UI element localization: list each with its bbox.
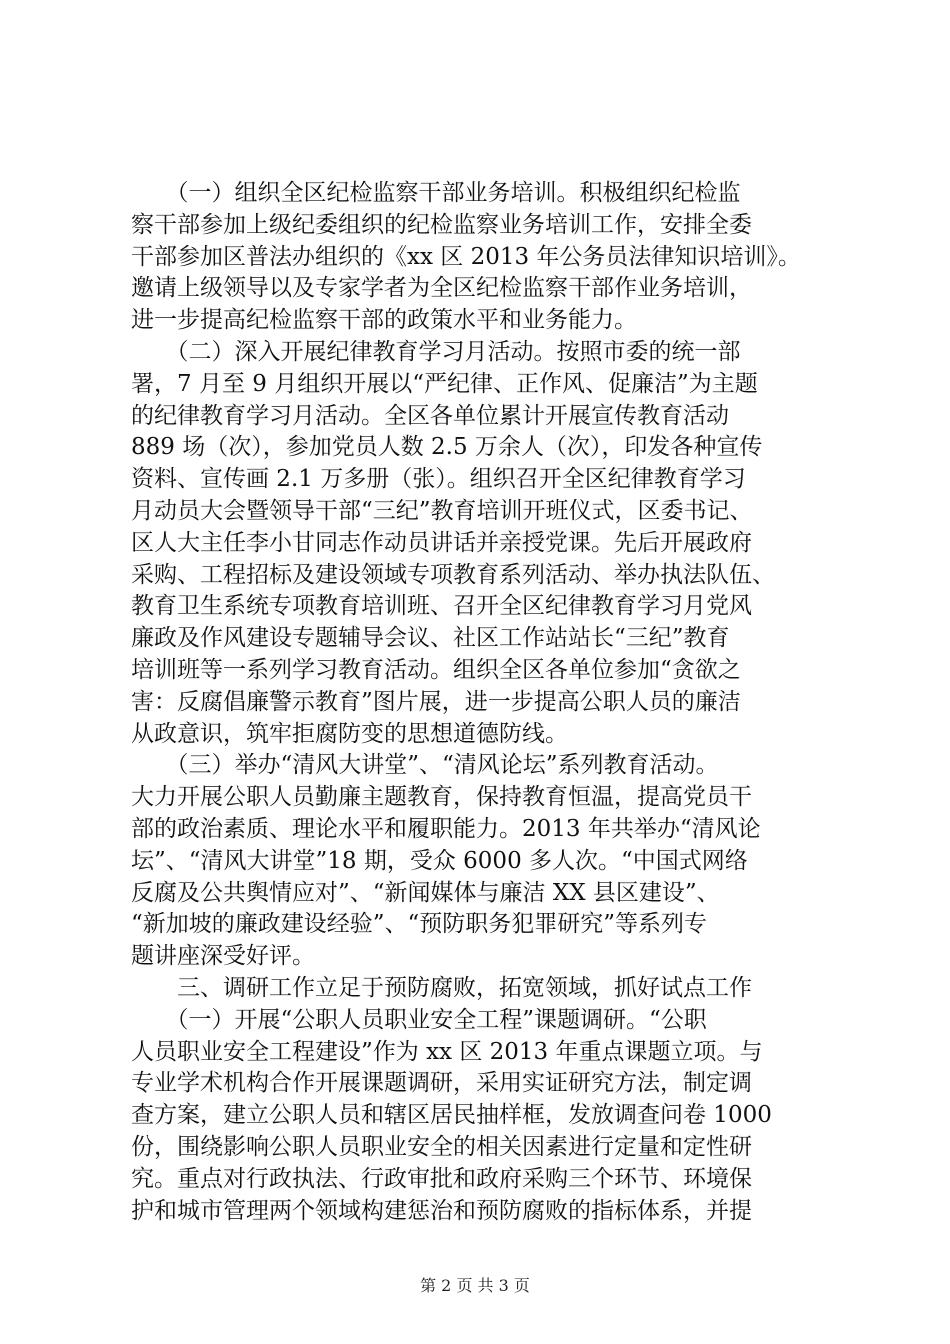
text-line: 进一步提高纪检监察干部的政策水平和业务能力。 bbox=[131, 307, 637, 334]
text-line: 专业学术机构合作开展课题调研，采用实证研究方法，制定调 bbox=[131, 1070, 752, 1097]
text-line: 的纪律教育学习月活动。全区各单位累计开展宣传教育活动 bbox=[131, 402, 729, 429]
text-line: 人员职业安全工程建设”作为 xx 区 2013 年重点课题立项。与 bbox=[131, 1038, 763, 1065]
text-line: 采购、工程招标及建设领域专项教育系列活动、举办执法队伍、 bbox=[131, 561, 775, 588]
text-line: 查方案，建立公职人员和辖区居民抽样框，发放调查问卷 1000 bbox=[131, 1102, 772, 1129]
text-line: 份，围绕影响公职人员职业安全的相关因素进行定量和定性研 bbox=[131, 1133, 752, 1160]
text-line: 反腐及公共舆情应对”、“新闻媒体与廉洁 XX 县区建设”、 bbox=[131, 879, 720, 906]
text-line: （三）举办“清风大讲堂”、“清风论坛”系列教育活动。 bbox=[131, 752, 719, 779]
text-line: （一）组织全区纪检监察干部业务培训。积极组织纪检监 bbox=[131, 180, 741, 206]
text-line: 大力开展公职人员勤廉主题教育，保持教育恒温，提高党员干 bbox=[131, 784, 752, 811]
text-line: 区人大主任李小甘同志作动员讲话并亲授党课。先后开展政府 bbox=[131, 529, 752, 556]
text-line: 署，7 月至 9 月组织开展以“严纪律、正作风、促廉洁”为主题 bbox=[131, 370, 758, 397]
text-line: “新加坡的廉政建设经验”、“预防职务犯罪研究”等系列专 bbox=[131, 911, 708, 938]
text-line: 护和城市管理两个领域构建惩治和预防腐败的指标体系，并提 bbox=[131, 1197, 752, 1224]
text-line: 资料、宣传画 2.1 万多册（张）。组织召开全区纪律教育学习 bbox=[131, 466, 746, 493]
text-line: 部的政治素质、理论水平和履职能力。2013 年共举办“清风论 bbox=[131, 815, 761, 842]
text-line: 坛”、“清风大讲堂”18 期，受众 6000 多人次。“中国式网络 bbox=[131, 847, 748, 874]
page-number-label: 第 2 页 共 3 页 bbox=[420, 1276, 530, 1295]
text-line: 究。重点对行政执法、行政审批和政府采购三个环节、环境保 bbox=[131, 1165, 752, 1192]
text-line: 培训班等一系列学习教育活动。组织全区各单位参加“贪欲之 bbox=[131, 656, 741, 683]
text-line: （二）深入开展纪律教育学习月活动。按照市委的统一部 bbox=[131, 338, 741, 365]
text-line: 月动员大会暨领导干部“三纪”教育培训开班仪式，区委书记、 bbox=[131, 497, 753, 524]
text-line: 教育卫生系统专项教育培训班、召开全区纪律教育学习月党风 bbox=[131, 593, 752, 620]
text-line: 干部参加区普法办组织的《xx 区 2013 年公务员法律知识培训》。 bbox=[131, 243, 801, 270]
section-heading: 三、调研工作立足于预防腐败，拓宽领域，抓好试点工作 bbox=[131, 974, 752, 1001]
text-line: 邀请上级领导以及专家学者为全区纪检监察干部作业务培训， bbox=[131, 275, 752, 302]
text-line: 害：反腐倡廉警示教育”图片展，进一步提高公职人员的廉洁 bbox=[131, 688, 741, 715]
text-line: 从政意识，筑牢拒腐防变的思想道德防线。 bbox=[131, 720, 568, 747]
text-line: 889 场（次），参加党员人数 2.5 万余人（次），印发各种宣传 bbox=[131, 434, 763, 461]
text-line: 察干部参加上级纪委组织的纪检监察业务培训工作，安排全委 bbox=[131, 211, 752, 238]
text-line: （一）开展“公职人员职业安全工程”课题调研。“公职 bbox=[131, 1006, 707, 1033]
text-line: 廉政及作风建设专题辅导会议、社区工作站站长“三纪”教育 bbox=[131, 625, 730, 652]
page-footer bbox=[0, 1276, 950, 1296]
document-body bbox=[131, 178, 831, 1227]
text-line: 题讲座深受好评。 bbox=[131, 943, 315, 970]
